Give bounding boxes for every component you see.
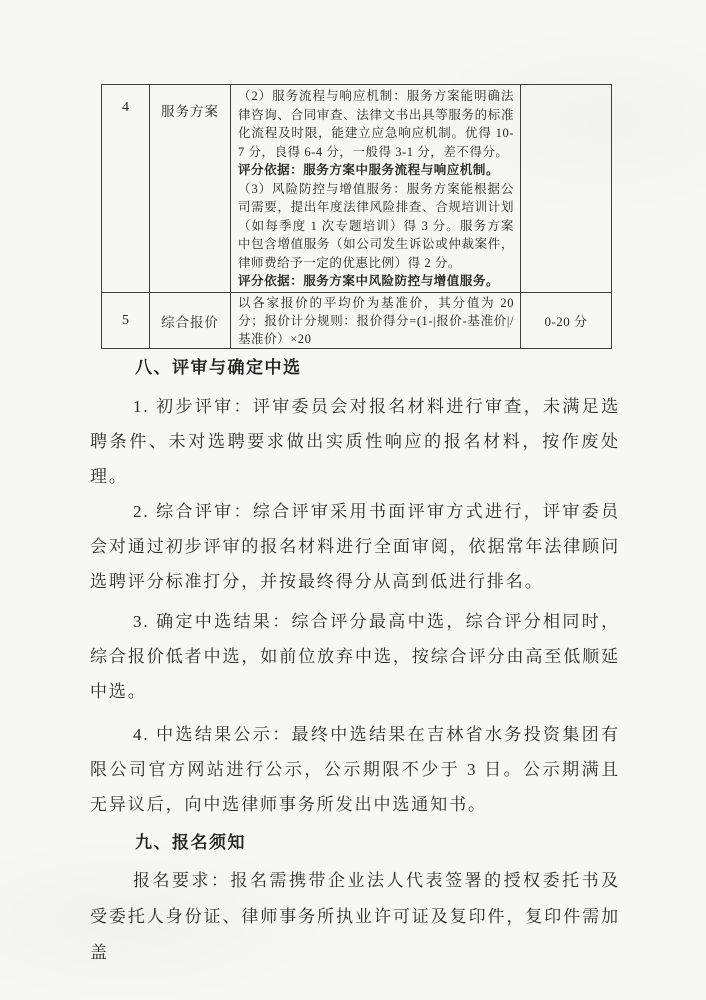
category-cell bbox=[150, 293, 231, 349]
category-cell bbox=[150, 85, 231, 293]
score-range: 0-20 分 bbox=[544, 314, 588, 329]
table-row-4 bbox=[102, 85, 612, 293]
scoring-basis-text: 评分依据：服务方案中服务流程与响应机制。 bbox=[238, 163, 500, 177]
row-number: 4 bbox=[122, 100, 129, 115]
document-body bbox=[90, 347, 620, 971]
section-heading-8: 八、评审与确定中选 bbox=[135, 358, 302, 377]
paragraph-comprehensive-review: 2. 综合评审：综合评审采用书面评审方式进行，评审委员会对通过初步评审的报名材料进行全面审阅，依据常年法律顾问选聘评分标准打分，并按最终得分从高到低进行排名。 bbox=[90, 502, 620, 591]
scoring-basis-text: 评分依据：服务方案中风险防控与增值服务。 bbox=[238, 274, 500, 288]
criteria-text: 以各家报价的平均价为基准价，其分值为 20 分；报价计分规则：报价得分=(1-|报价-基准价|/基准价）×20 bbox=[238, 296, 514, 346]
row-number: 5 bbox=[122, 312, 129, 328]
paragraph-result-publicity: 4. 中选结果公示：最终中选结果在吉林省水务投资集团有限公司官方网站进行公示，公示期限不少于 3 日。公示期满且无异议后，向中选律师事务所发出中选通知书。 bbox=[90, 725, 620, 814]
row-number-cell bbox=[102, 293, 150, 349]
score-range-cell bbox=[521, 293, 612, 349]
criteria-text: （2）服务流程与响应机制：服务方案能明确法律咨询、合同审查、法律文书出具等服务的标准化流程及时限，能建立应急响应机制。优得 10-7 分，良得 6-4 分，一般得 3-1 分，差不得分。 bbox=[238, 89, 514, 159]
criteria-text: （3）风险防控与增值服务：服务方案能根据公司需要，提出年度法律风险排查、合规培训计划（如每季度 1 次专题培训）得 3 分。服务方案中包含增值服务（如公司发生诉讼或仲裁案件，律师费给予一定的优惠比例）得 2 分。 bbox=[238, 181, 514, 270]
paragraph-preliminary-review: 1. 初步评审：评审委员会对报名材料进行审查，未满足选聘条件、未对选聘要求做出实质性响应的报名材料，按作废处理。 bbox=[90, 397, 620, 486]
score-range-cell bbox=[521, 85, 612, 293]
criteria-description-cell bbox=[231, 293, 521, 349]
category-label: 综合报价 bbox=[161, 314, 219, 330]
criteria-description-cell bbox=[231, 85, 521, 293]
paragraph-registration-requirements: 报名要求：报名需携带企业法人代表签署的授权委托书及受委托人身份证、律师事务所执业许可证及复印件，复印件需加盖 bbox=[90, 871, 620, 962]
table-row-5 bbox=[102, 293, 612, 349]
row-number-cell bbox=[102, 85, 150, 293]
section-heading-9: 九、报名须知 bbox=[135, 833, 246, 852]
paragraph-selection-result: 3. 确定中选结果：综合评分最高中选，综合评分相同时，综合报价低者中选，如前位放弃中选，按综合评分由高至低顺延中选。 bbox=[90, 612, 620, 701]
category-label: 服务方案 bbox=[161, 104, 219, 119]
scoring-table bbox=[101, 84, 612, 349]
